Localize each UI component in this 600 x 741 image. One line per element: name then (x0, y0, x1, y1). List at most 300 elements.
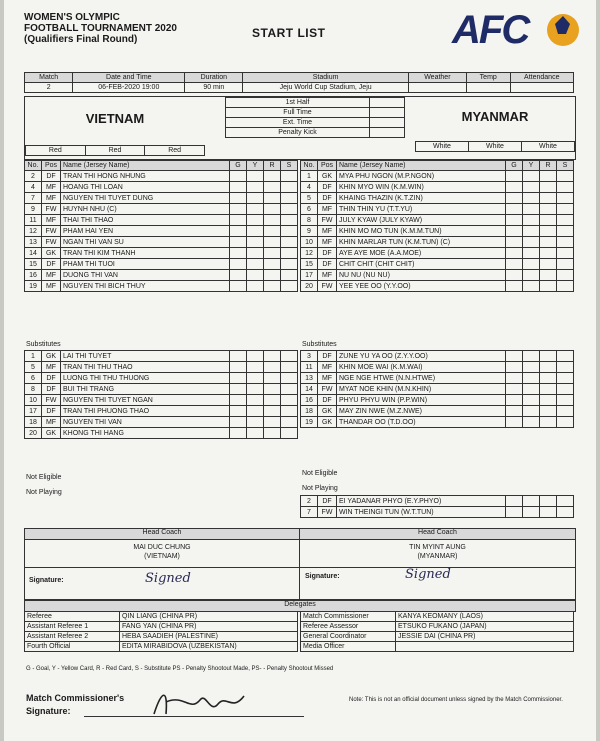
stat-cell-s (281, 428, 298, 439)
stat-cell-y (523, 417, 540, 428)
player-number: 18 (301, 406, 318, 417)
stat-cell-r (264, 270, 281, 281)
player-number: 10 (25, 395, 42, 406)
player-name: ZUNE YU YA OO (Z.Y.Y.OO) (337, 351, 506, 362)
team-right-starter-row (301, 237, 574, 248)
delegate-role: Match Commissioner (301, 612, 396, 622)
stat-cell-g (230, 171, 247, 182)
stat-cell-g (506, 417, 523, 428)
player-position: MF (42, 193, 61, 204)
stat-cell-r (264, 215, 281, 226)
title-line-3: (Qualifiers Final Round) (24, 34, 138, 45)
col-name: Name (Jersey Name) (337, 161, 506, 171)
title-line-1: WOMEN'S OLYMPIC (24, 12, 120, 23)
team-left-starters (24, 160, 298, 292)
player-position: MF (42, 417, 61, 428)
stat-cell-g (230, 226, 247, 237)
team-left-starter-row (25, 204, 298, 215)
player-name: CHIT CHIT (CHIT CHIT) (337, 259, 506, 270)
player-number: 12 (25, 226, 42, 237)
stat-cell-g (506, 215, 523, 226)
player-name: TRAN THI PHUONG THAO (61, 406, 230, 417)
stat-cell-s (281, 237, 298, 248)
delegate-role: Referee Assessor (301, 622, 396, 632)
player-number: 7 (25, 193, 42, 204)
weather-value (408, 83, 466, 93)
stat-cell-y (247, 428, 264, 439)
team-right-starter-row (301, 204, 574, 215)
team-right-starter-row (301, 215, 574, 226)
delegate-role: Assistant Referee 1 (25, 622, 120, 632)
stat-cell-y (523, 259, 540, 270)
stat-cell-y (523, 171, 540, 182)
delegate-row (25, 642, 298, 652)
team-left-sub-row (25, 395, 298, 406)
player-name: HUYNH NHU (C) (61, 204, 230, 215)
duration-value: 90 min (185, 83, 243, 93)
stat-cell-s (557, 171, 574, 182)
signature-left: Signed (145, 571, 191, 586)
legend: G - Goal, Y - Yellow Card, R - Red Card, S - Substitute PS - Penalty Shootout Made, PS- - Penalty Shootout Missed (26, 666, 334, 672)
team-left-sub-row (25, 406, 298, 417)
player-name: AYE AYE MOE (A.A.MOE) (337, 248, 506, 259)
stat-cell-y (247, 171, 264, 182)
stat-cell-r (540, 362, 557, 373)
col-s: S (281, 161, 298, 171)
coach-left-name: MAI DUC CHUNG (133, 544, 191, 551)
stat-cell-s (557, 270, 574, 281)
stat-cell-s (557, 362, 574, 373)
stat-cell-g (230, 384, 247, 395)
stat-cell-y (523, 226, 540, 237)
player-name: JULY KYAW (JULY KYAW) (337, 215, 506, 226)
team-left-starter-row (25, 226, 298, 237)
stat-cell-y (247, 259, 264, 270)
stat-cell-y (523, 384, 540, 395)
stat-cell-y (247, 215, 264, 226)
player-position: MF (318, 362, 337, 373)
player-number: 18 (25, 417, 42, 428)
delegate-name: HEBA SAADIEH (PALESTINE) (120, 632, 298, 642)
player-position: FW (42, 237, 61, 248)
stat-cell-y (247, 395, 264, 406)
stat-cell-y (247, 406, 264, 417)
player-number: 9 (25, 204, 42, 215)
player-position: MF (42, 362, 61, 373)
stat-cell-g (230, 395, 247, 406)
player-name: TRAN THI KIM THANH (61, 248, 230, 259)
team-left-sub-row (25, 417, 298, 428)
doc-title: START LIST (252, 26, 326, 40)
stat-cell-r (264, 193, 281, 204)
stat-cell-y (247, 248, 264, 259)
delegates-left (24, 611, 298, 652)
attendance-header: Attendance (510, 73, 573, 83)
player-name: PHYU PHYU WIN (P.P.WIN) (337, 395, 506, 406)
stat-cell-s (557, 193, 574, 204)
col-r: R (264, 161, 281, 171)
stat-cell-s (281, 182, 298, 193)
kit-right-1: White (416, 142, 469, 152)
player-position: DF (318, 182, 337, 193)
stat-cell-s (281, 351, 298, 362)
col-g: G (230, 161, 247, 171)
player-position: MF (318, 204, 337, 215)
stat-cell-r (264, 182, 281, 193)
stat-cell-y (523, 237, 540, 248)
team-left-kits (25, 145, 205, 156)
stat-cell-r (264, 351, 281, 362)
stat-cell-g (506, 395, 523, 406)
stat-cell-s (557, 281, 574, 292)
delegate-row (25, 622, 298, 632)
stat-cell-r (264, 428, 281, 439)
player-name: NGUYEN THI TUYET DUNG (61, 193, 230, 204)
stat-cell-r (264, 395, 281, 406)
date-value: 06-FEB-2020 19:00 (73, 83, 185, 93)
stat-cell-g (230, 259, 247, 270)
stadium-header: Stadium (243, 73, 408, 83)
stat-cell-s (281, 226, 298, 237)
player-name: THANDAR OO (T.D.OO) (337, 417, 506, 428)
team-right-sub-row (301, 395, 574, 406)
stat-cell-r (264, 406, 281, 417)
stat-cell-y (247, 417, 264, 428)
delegate-name: KANYA KEOMANY (LAOS) (396, 612, 574, 622)
delegate-row (301, 642, 574, 652)
stat-cell-r (264, 384, 281, 395)
team-right-sub-row (301, 351, 574, 362)
teams-block (24, 96, 576, 160)
duration-header: Duration (185, 73, 243, 83)
delegates-label: Delegates (24, 600, 576, 612)
player-number: 6 (301, 204, 318, 215)
score-row-penalty: Penalty Kick (226, 128, 370, 138)
player-name: KHONG THI HANG (61, 428, 230, 439)
stat-cell-y (523, 270, 540, 281)
player-number: 11 (25, 215, 42, 226)
stat-cell-r (264, 204, 281, 215)
stat-cell-y (247, 270, 264, 281)
coach-left-country: (VIETNAM) (144, 553, 180, 560)
col-pos: Pos (318, 161, 337, 171)
player-position: DF (318, 351, 337, 362)
subs-label-right: Substitutes (302, 341, 337, 348)
player-name: THIN THIN YU (T.T.YU) (337, 204, 506, 215)
stat-cell-s (557, 351, 574, 362)
delegate-name: FANG YAN (CHINA PR) (120, 622, 298, 632)
stat-cell-r (540, 270, 557, 281)
player-number: 8 (301, 215, 318, 226)
col-r: R (540, 161, 557, 171)
delegate-row (25, 632, 298, 642)
player-name: TRAN THI HONG NHUNG (61, 171, 230, 182)
stat-cell-r (540, 417, 557, 428)
player-name: KHAING THAZIN (K.T.ZIN) (337, 193, 506, 204)
player-name: HOANG THI LOAN (61, 182, 230, 193)
player-name: MYA PHU NGON (M.P.NGON) (337, 171, 506, 182)
stat-cell-s (281, 259, 298, 270)
player-name: PHAM HAI YEN (61, 226, 230, 237)
stat-cell-r (540, 507, 557, 518)
stat-cell-g (506, 182, 523, 193)
team-right-sub-row (301, 406, 574, 417)
player-position: MF (42, 215, 61, 226)
match-info-table (24, 72, 574, 93)
stat-cell-y (523, 204, 540, 215)
player-number: 17 (301, 270, 318, 281)
coach-label-left: Head Coach (25, 529, 300, 540)
player-name: BUI THI TRANG (61, 384, 230, 395)
stat-cell-g (230, 182, 247, 193)
player-position: DF (42, 171, 61, 182)
stat-cell-s (557, 496, 574, 507)
stat-cell-s (557, 507, 574, 518)
stat-cell-r (540, 204, 557, 215)
player-position: GK (318, 417, 337, 428)
stat-cell-g (230, 406, 247, 417)
player-position: MF (42, 281, 61, 292)
stat-cell-r (540, 384, 557, 395)
footer-note: Note: This is not an official document unless signed by the Match Commissioner. (349, 697, 563, 703)
stat-cell-r (540, 171, 557, 182)
player-number: 8 (25, 384, 42, 395)
stat-cell-s (557, 406, 574, 417)
score-table (225, 97, 405, 138)
team-left-starter-row (25, 182, 298, 193)
stat-cell-g (230, 237, 247, 248)
afc-logo (452, 8, 582, 54)
stat-cell-r (540, 248, 557, 259)
team-right-name: MYANMAR (461, 109, 529, 124)
player-position: FW (42, 395, 61, 406)
player-number: 9 (301, 226, 318, 237)
team-left-sub-row (25, 362, 298, 373)
stat-cell-g (506, 384, 523, 395)
player-name: KHIN MO MO TUN (K.M.M.TUN) (337, 226, 506, 237)
player-name: KHIN MYO WIN (K.M.WIN) (337, 182, 506, 193)
player-position: DF (42, 406, 61, 417)
stat-cell-s (281, 281, 298, 292)
coach-right-name: TIN MYINT AUNG (409, 544, 466, 551)
stat-cell-g (506, 406, 523, 417)
stat-cell-y (523, 193, 540, 204)
delegate-role: Media Officer (301, 642, 396, 652)
kit-right-3: White (522, 142, 575, 152)
col-pos: Pos (42, 161, 61, 171)
team-left-starter-row (25, 193, 298, 204)
player-number: 19 (25, 281, 42, 292)
team-right-starter-row (301, 281, 574, 292)
player-number: 11 (301, 362, 318, 373)
stat-cell-r (264, 171, 281, 182)
stat-cell-r (264, 281, 281, 292)
player-number: 7 (301, 507, 318, 518)
col-g: G (506, 161, 523, 171)
team-left-starter-row (25, 259, 298, 270)
stat-cell-g (506, 204, 523, 215)
player-number: 4 (25, 182, 42, 193)
stat-cell-y (247, 237, 264, 248)
team-left-starter-row (25, 281, 298, 292)
player-number: 20 (301, 281, 318, 292)
stat-cell-s (281, 395, 298, 406)
player-name: NU NU (NU NU) (337, 270, 506, 281)
start-list-sheet (4, 0, 596, 741)
player-name: WIN THEINGI TUN (W.T.TUN) (337, 507, 506, 518)
stat-cell-g (230, 281, 247, 292)
player-name: MAY ZIN NWE (M.Z.NWE) (337, 406, 506, 417)
player-name: DUONG THI VAN (61, 270, 230, 281)
signature-right: Signed (405, 567, 451, 582)
not-playing-left: Not Playing (26, 489, 62, 496)
stat-cell-g (506, 281, 523, 292)
team-left-sub-row (25, 384, 298, 395)
stat-cell-y (247, 226, 264, 237)
player-number: 14 (25, 248, 42, 259)
player-position: FW (42, 226, 61, 237)
stat-cell-r (540, 182, 557, 193)
not-eligible-left: Not Eligible (26, 474, 62, 481)
team-left-starter-row (25, 215, 298, 226)
player-name: NGUYEN THI BICH THUY (61, 281, 230, 292)
player-position: DF (42, 384, 61, 395)
stat-cell-g (506, 507, 523, 518)
stat-cell-g (506, 351, 523, 362)
player-number: 15 (25, 259, 42, 270)
stat-cell-s (281, 362, 298, 373)
stat-cell-g (230, 362, 247, 373)
team-left-starter-row (25, 171, 298, 182)
stat-cell-y (247, 182, 264, 193)
temp-value (466, 83, 510, 93)
stat-cell-g (506, 226, 523, 237)
stat-cell-r (540, 237, 557, 248)
player-number: 16 (301, 395, 318, 406)
player-number: 14 (301, 384, 318, 395)
stat-cell-s (557, 417, 574, 428)
player-name: YEE YEE OO (Y.Y.OO) (337, 281, 506, 292)
coach-label-right: Head Coach (300, 529, 575, 540)
team-right-sub-row (301, 417, 574, 428)
team-left-sub-row (25, 373, 298, 384)
player-position: DF (318, 193, 337, 204)
stat-cell-y (523, 281, 540, 292)
delegate-role: Fourth Official (25, 642, 120, 652)
player-number: 6 (25, 373, 42, 384)
stat-cell-s (281, 417, 298, 428)
stat-cell-r (540, 373, 557, 384)
stat-cell-g (230, 248, 247, 259)
player-name: NGAN THI VAN SU (61, 237, 230, 248)
stat-cell-g (230, 215, 247, 226)
team-right-not-playing-row (301, 496, 574, 507)
player-name: NGUYEN THI VAN (61, 417, 230, 428)
player-number: 2 (301, 496, 318, 507)
player-position: GK (42, 351, 61, 362)
player-number: 12 (301, 248, 318, 259)
stat-cell-y (523, 215, 540, 226)
kit-left-2: Red (85, 146, 145, 156)
stat-cell-g (230, 417, 247, 428)
signature-label-left: Signature: (29, 577, 64, 584)
not-eligible-right: Not Eligible (302, 470, 338, 477)
delegate-row (301, 622, 574, 632)
stat-cell-y (247, 193, 264, 204)
stat-cell-y (247, 351, 264, 362)
player-number: 13 (25, 237, 42, 248)
subs-label-left: Substitutes (26, 341, 61, 348)
player-position: MF (318, 226, 337, 237)
player-position: DF (42, 373, 61, 384)
player-name: LUONG THI THU THUONG (61, 373, 230, 384)
stat-cell-g (230, 204, 247, 215)
stat-cell-g (506, 171, 523, 182)
player-name: MYAT NOE KHIN (M.N.KHIN) (337, 384, 506, 395)
team-left-sub-row (25, 428, 298, 439)
team-right-starter-row (301, 193, 574, 204)
stat-cell-r (264, 237, 281, 248)
stat-cell-s (557, 226, 574, 237)
temp-header: Temp (466, 73, 510, 83)
player-position: MF (42, 270, 61, 281)
delegate-name (396, 642, 574, 652)
stat-cell-s (557, 373, 574, 384)
stat-cell-r (540, 351, 557, 362)
player-number: 5 (25, 362, 42, 373)
player-position: FW (318, 384, 337, 395)
player-number: 1 (301, 171, 318, 182)
player-position: DF (318, 395, 337, 406)
stat-cell-s (281, 384, 298, 395)
stat-cell-y (523, 507, 540, 518)
stat-cell-s (557, 237, 574, 248)
stat-cell-g (506, 496, 523, 507)
signature-label-right: Signature: (305, 573, 340, 580)
stat-cell-g (506, 248, 523, 259)
stat-cell-y (523, 373, 540, 384)
player-number: 20 (25, 428, 42, 439)
delegate-role: Referee (25, 612, 120, 622)
player-name: THAI THI THAO (61, 215, 230, 226)
stat-cell-y (247, 373, 264, 384)
stat-cell-r (264, 373, 281, 384)
team-right-starters (300, 160, 574, 292)
team-right-subs (300, 350, 574, 428)
stat-cell-r (264, 248, 281, 259)
player-number: 1 (25, 351, 42, 362)
delegate-row (301, 632, 574, 642)
title-line-2: FOOTBALL TOURNAMENT 2020 (24, 23, 177, 34)
team-right-starter-row (301, 259, 574, 270)
team-right-starter-row (301, 182, 574, 193)
player-name: KHIN MARLAR TUN (K.M.TUN) (C) (337, 237, 506, 248)
stat-cell-r (264, 417, 281, 428)
stat-cell-r (540, 281, 557, 292)
stat-cell-s (557, 395, 574, 406)
stat-cell-s (281, 270, 298, 281)
stat-cell-y (523, 362, 540, 373)
player-position: GK (42, 248, 61, 259)
stat-cell-y (247, 281, 264, 292)
stat-cell-g (230, 351, 247, 362)
delegate-row (25, 612, 298, 622)
player-name: TRAN THI THU THAO (61, 362, 230, 373)
team-right-not-playing (300, 495, 574, 518)
team-right-sub-row (301, 362, 574, 373)
player-name: LAI THI TUYET (61, 351, 230, 362)
player-position: GK (318, 406, 337, 417)
